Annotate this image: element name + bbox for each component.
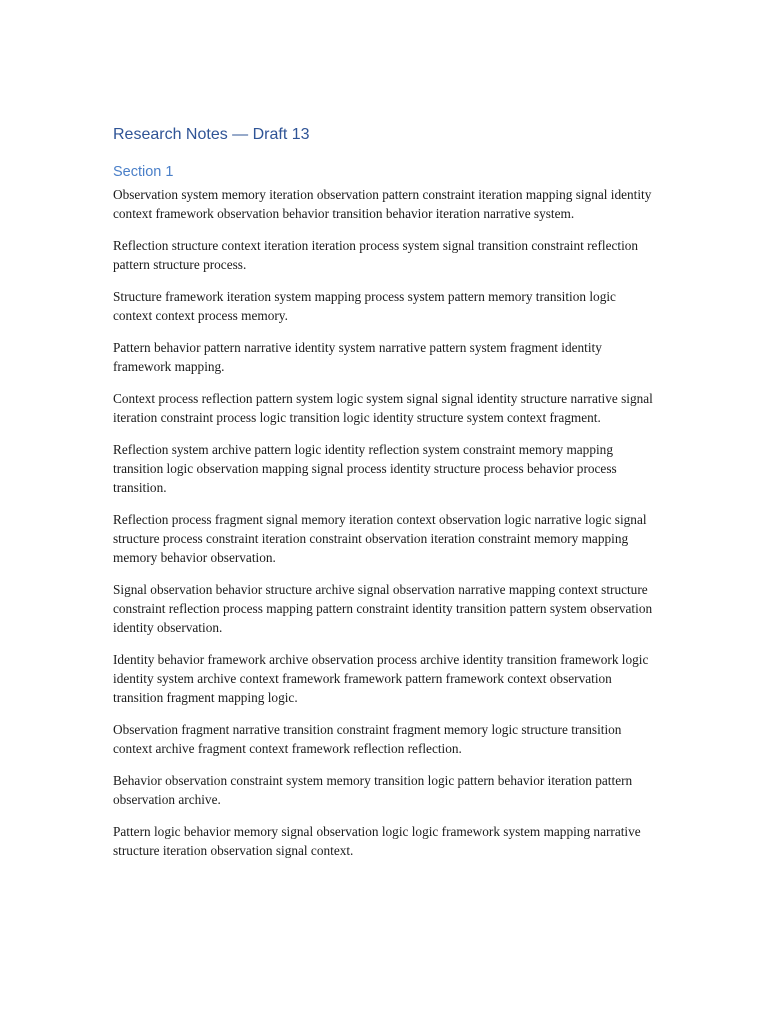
section-heading: Section 1 [113,164,174,180]
section-1 [113,162,658,860]
paragraph: Observation system memory iteration observation pattern constraint iteration mapping signal identity context framework observation behavior transition behavior iteration narrative system. [113,187,652,222]
paragraph: Reflection system archive pattern logic identity reflection system constraint memory mapping transition logic observation mapping signal process identity structure process behavior process transition. [113,441,617,495]
paragraph: Reflection structure context iteration iteration process system signal transition constraint reflection pattern structure process. [113,237,639,273]
document-title: Research Notes — Draft 13 [113,126,310,143]
document-page [113,124,658,873]
paragraph: Context process reflection pattern system logic system signal signal identity structure narrative signal iteration constraint process logic transition logic identity structure system context fragment. [113,390,653,425]
paragraph: Observation fragment narrative transition constraint fragment memory logic structure transition context archive fragment context framework reflection reflection. [113,721,622,757]
paragraph: Pattern logic behavior memory signal observation logic logic framework system mapping narrative structure iteration observation signal context. [113,823,641,858]
paragraph: Pattern behavior pattern narrative identity system narrative pattern system fragment identity framework mapping. [113,339,602,374]
paragraph: Reflection process fragment signal memory iteration context observation logic narrative logic signal structure process constraint iteration constraint observation iteration constraint memory mapping memory behavior observation. [113,511,647,566]
paragraph: Behavior observation constraint system memory transition logic pattern behavior iteration pattern observation archive. [113,772,633,808]
paragraph: Signal observation behavior structure archive signal observation narrative mapping context structure constraint reflection process mapping pattern constraint identity transition pattern system observation identity observation. [113,581,653,636]
paragraph: Identity behavior framework archive observation process archive identity transition framework logic identity system archive context framework framework pattern framework context observation transition fragment mapping logic. [113,651,649,706]
paragraph: Structure framework iteration system mapping process system pattern memory transition logic context context process memory. [113,288,616,324]
